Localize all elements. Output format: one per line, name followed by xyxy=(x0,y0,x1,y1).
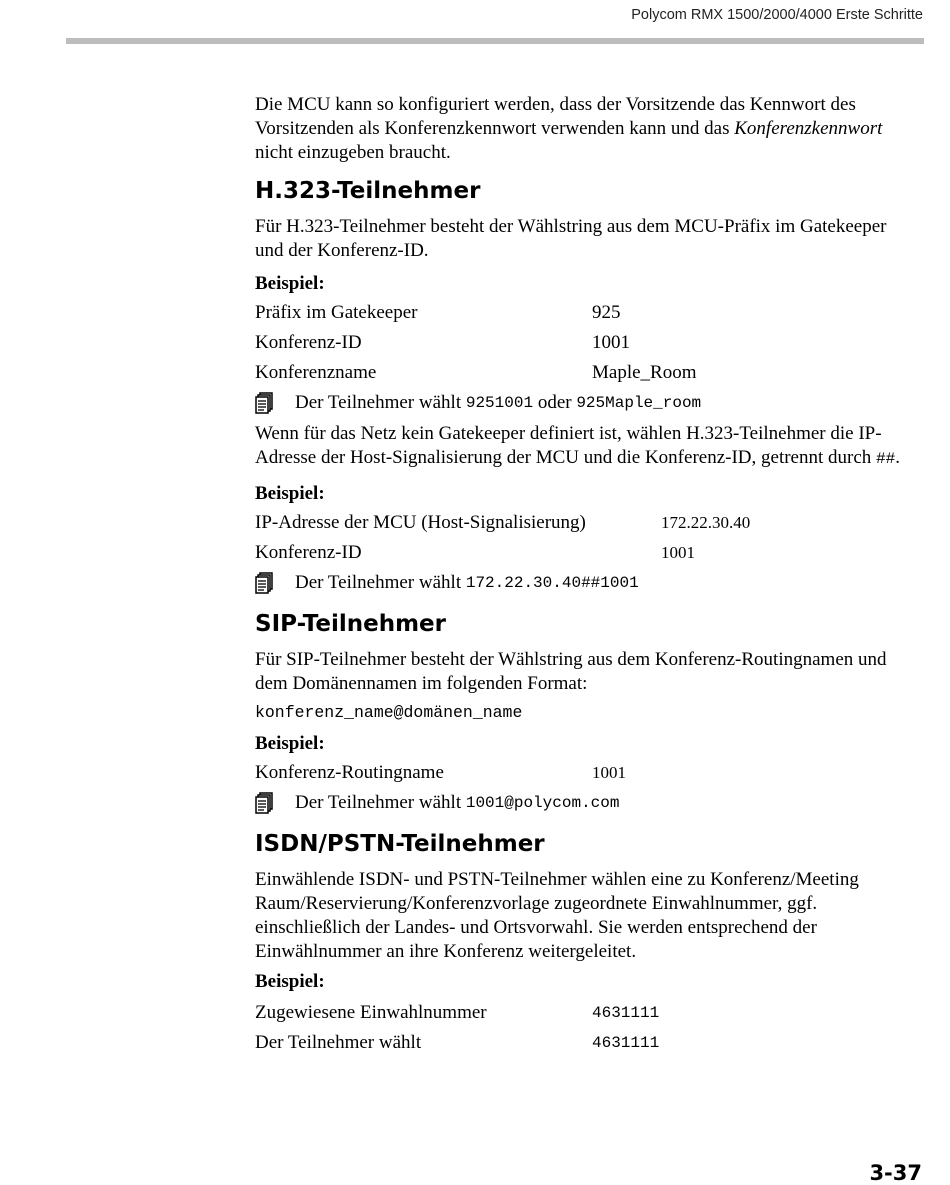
h323-example-label: Beispiel: xyxy=(255,273,325,294)
h323-note xyxy=(255,388,915,418)
header-rule xyxy=(66,38,924,44)
note-text: Der Teilnehmer wählt xyxy=(295,392,462,413)
intro-text-2: nicht einzugeben braucht. xyxy=(255,142,451,163)
row-value: 4631111 xyxy=(592,1034,660,1052)
sip-note xyxy=(255,788,915,818)
row-value: 172.22.30.40 xyxy=(661,513,751,532)
table-row xyxy=(255,998,915,1028)
note-text: oder xyxy=(533,392,577,413)
paragraph-text: Wenn für das Netz kein Gatekeeper definiert ist, wählen H.323-Teilnehmer die IP-Adresse der Host-Signalisierung der MCU und die Konferenz-ID, getrennt durch xyxy=(255,423,882,468)
h323-example-table xyxy=(255,298,915,388)
sip-paragraph: Für SIP-Teilnehmer besteht der Wählstring aus dem Konferenz-Routingnamen und dem Domänennamen im folgenden Format: xyxy=(255,649,887,694)
table-row xyxy=(255,298,915,328)
row-key: Konferenz-Routingname xyxy=(255,762,444,783)
h323-paragraph: Für H.323-Teilnehmer besteht der Wählstring aus dem MCU-Präfix im Gatekeeper und der Konferenz-ID. xyxy=(255,216,887,261)
isdn-paragraph: Einwählende ISDN- und PSTN-Teilnehmer wählen eine zu Konferenz/Meeting Raum/Reservierung/Konferenzvorlage zugeordnete Einwahlnummer, ggf. einschließlich der Landes- und Ortsvorwahl. Sie werden entsprechend der Einwählnummer an ihre Konferenz weitergeleitet. xyxy=(255,869,859,962)
sip-example-label: Beispiel: xyxy=(255,733,325,754)
intro-text-1: Die MCU kann so konfiguriert werden, dass der Vorsitzende das Kennwort des Vorsitzenden als Konferenzkennwort verwenden kann und das xyxy=(255,94,856,139)
row-key: Der Teilnehmer wählt xyxy=(255,1032,422,1053)
table-row xyxy=(255,758,915,788)
inline-code: ## xyxy=(876,450,896,468)
intro-paragraph xyxy=(255,93,895,165)
row-value: 1001 xyxy=(661,543,695,562)
row-key: Konferenz-ID xyxy=(255,542,362,563)
heading-h323: H.323-Teilnehmer xyxy=(255,178,481,204)
row-value: 1001 xyxy=(592,332,630,353)
row-value: Maple_Room xyxy=(592,362,697,383)
h323-example-table-2 xyxy=(255,508,915,568)
page-content xyxy=(255,93,915,1058)
heading-isdn: ISDN/PSTN-Teilnehmer xyxy=(255,831,545,857)
note-code: 172.22.30.40##1001 xyxy=(465,574,639,592)
h323-example-label-2: Beispiel: xyxy=(255,483,325,504)
running-header: Polycom RMX 1500/2000/4000 Erste Schritte xyxy=(631,7,923,23)
row-key: Konferenzname xyxy=(255,362,377,383)
row-key: Zugewiesene Einwahlnummer xyxy=(255,1002,487,1023)
sip-format: konferenz_name@domänen_name xyxy=(255,703,523,722)
page-number: 3-37 xyxy=(869,1161,922,1185)
note-pages-icon xyxy=(255,392,295,414)
note-pages-icon xyxy=(255,792,295,814)
note-code: 9251001 xyxy=(465,394,534,412)
h323-no-gatekeeper-paragraph xyxy=(255,422,915,471)
intro-italic: Konferenzkennwort xyxy=(734,118,883,139)
row-value: 4631111 xyxy=(592,1004,660,1022)
note-pages-icon xyxy=(255,572,295,594)
table-row xyxy=(255,1028,915,1058)
h323-note-2 xyxy=(255,568,915,598)
note-code: 1001@polycom.com xyxy=(465,794,620,812)
note-code: 925Maple_room xyxy=(576,394,702,412)
isdn-example-label: Beispiel: xyxy=(255,971,325,992)
row-value: 925 xyxy=(592,302,621,323)
paragraph-text: . xyxy=(895,447,900,468)
table-row xyxy=(255,358,915,388)
row-key: IP-Adresse der MCU (Host-Signalisierung) xyxy=(255,512,586,533)
row-value: 1001 xyxy=(592,763,626,782)
isdn-example-table xyxy=(255,998,915,1058)
table-row xyxy=(255,538,915,568)
sip-example-table xyxy=(255,758,915,788)
heading-sip: SIP-Teilnehmer xyxy=(255,611,446,637)
table-row xyxy=(255,508,915,538)
note-text: Der Teilnehmer wählt xyxy=(295,572,462,593)
row-key: Konferenz-ID xyxy=(255,332,362,353)
note-text: Der Teilnehmer wählt xyxy=(295,792,462,813)
row-key: Präfix im Gatekeeper xyxy=(255,302,418,323)
table-row xyxy=(255,328,915,358)
